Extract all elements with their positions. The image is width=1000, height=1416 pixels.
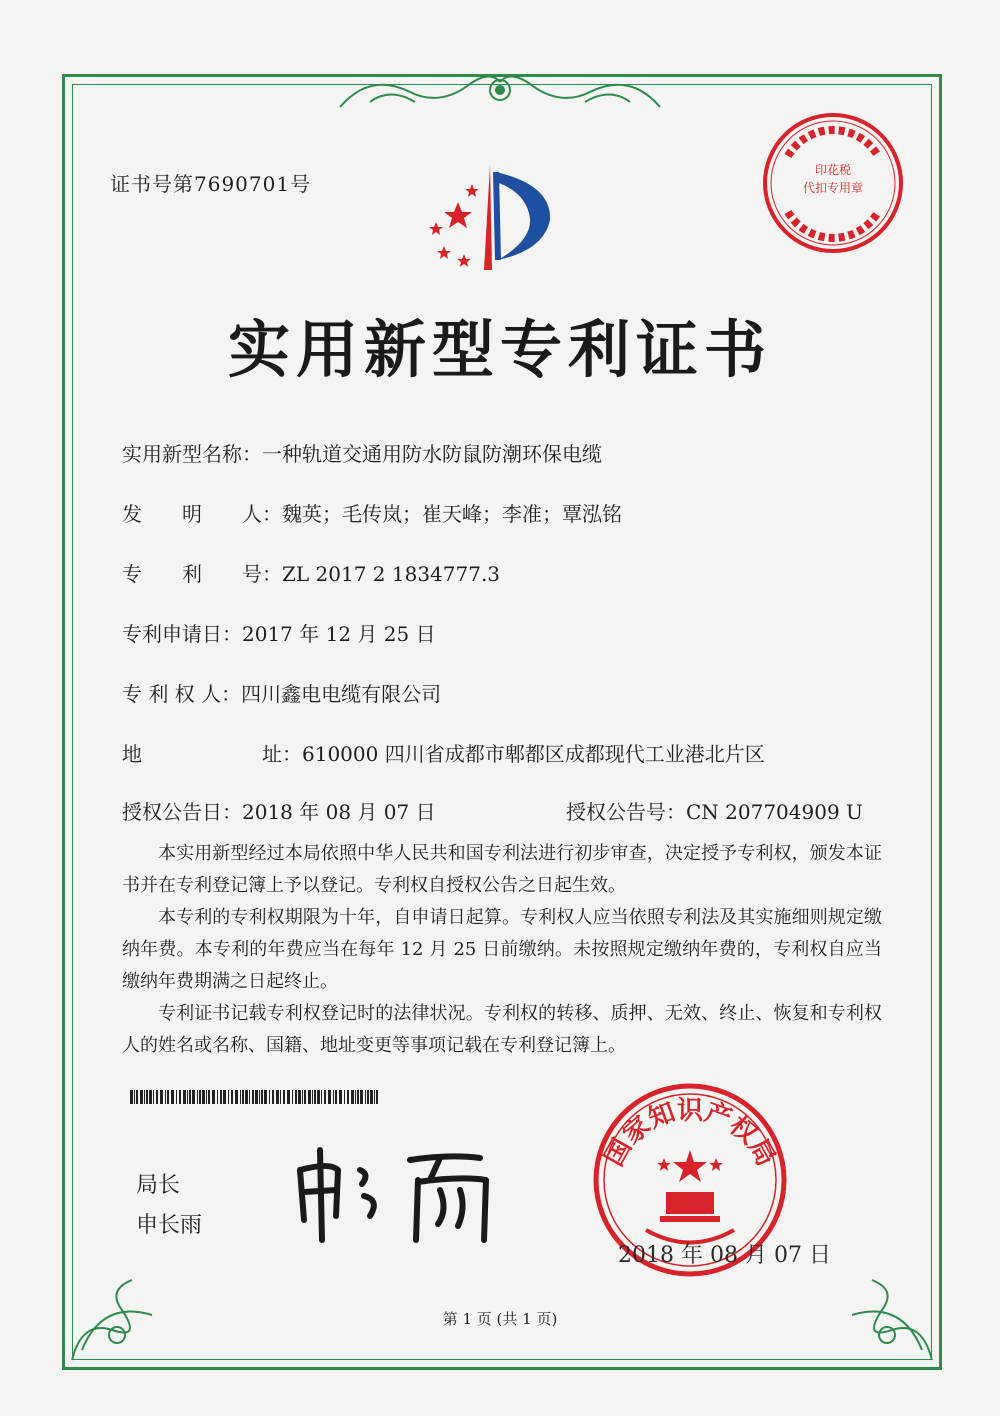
barcode-bar [199, 1090, 201, 1104]
barcode-bar [314, 1090, 316, 1104]
patent-number-label: 专 利 号： [122, 562, 282, 586]
name-label: 实用新型名称： [122, 442, 262, 466]
application-date-value: 2017 年 12 月 25 日 [242, 622, 436, 646]
director-name: 申长雨 [136, 1213, 203, 1238]
svg-text:代扣专用章: 代扣专用章 [802, 181, 864, 195]
director-signature [290, 1140, 510, 1250]
barcode-bar [136, 1090, 138, 1104]
barcode-bar [304, 1090, 306, 1104]
tax-stamp-seal [758, 108, 908, 258]
barcode-bar [360, 1090, 363, 1104]
grant-number-label: 授权公告号： [566, 800, 686, 824]
barcode-bar [144, 1090, 145, 1104]
grant-date-row [122, 796, 436, 825]
barcode-bar [249, 1090, 250, 1104]
barcode-bar [130, 1090, 133, 1104]
corner-ornament-bottom-right [822, 1240, 942, 1370]
barcode-bar [242, 1090, 244, 1104]
barcode-bar [187, 1090, 188, 1104]
barcode-bar [272, 1090, 274, 1104]
barcode-bar [176, 1090, 177, 1104]
barcode-bar [276, 1090, 279, 1104]
barcode-bar [171, 1090, 174, 1104]
barcode [130, 1090, 380, 1104]
barcode-bar [252, 1090, 254, 1104]
grant-date-label: 授权公告日： [122, 800, 242, 824]
seal-text: 国家知识产权局 [599, 1095, 781, 1172]
barcode-bar [202, 1090, 205, 1104]
barcode-bar [160, 1090, 163, 1104]
barcode-bar [197, 1090, 198, 1104]
certificate-title: 实用新型专利证书 [227, 313, 772, 386]
barcode-bar [212, 1090, 215, 1104]
barcode-bar [355, 1090, 356, 1104]
barcode-bar [312, 1090, 313, 1104]
barcode-bar [298, 1090, 301, 1104]
barcode-bar [269, 1090, 270, 1104]
director-title: 局长 [136, 1173, 181, 1198]
barcode-bar [347, 1090, 349, 1104]
barcode-bar [217, 1090, 218, 1104]
barcode-bar [231, 1090, 233, 1104]
barcode-bar [308, 1090, 311, 1104]
barcode-bar [189, 1090, 191, 1104]
name-value: 一种轨道交通用防水防鼠防潮环保电缆 [262, 442, 602, 466]
barcode-bar [295, 1090, 297, 1104]
barcode-bar [302, 1090, 303, 1104]
grant-number-value: CN 207704909 U [686, 800, 863, 824]
barcode-bar [240, 1090, 241, 1104]
barcode-bar [328, 1090, 331, 1104]
barcode-bar [374, 1090, 375, 1104]
barcode-bar [140, 1090, 143, 1104]
barcode-bar [167, 1090, 169, 1104]
barcode-bar [357, 1090, 359, 1104]
barcode-bar [259, 1090, 260, 1104]
barcode-bar [153, 1090, 154, 1104]
barcode-bar [351, 1090, 354, 1104]
barcode-bar [261, 1090, 263, 1104]
certificate-number: 证书号第7690701号 [110, 172, 312, 196]
page-number: 第 1 页 (共 1 页) [442, 1310, 558, 1328]
application-date-row [122, 618, 436, 647]
corner-ornament-bottom-left [62, 1240, 182, 1370]
grant-number-row [566, 796, 863, 825]
inventor-row [122, 498, 622, 527]
barcode-bar [335, 1090, 337, 1104]
barcode-bar [183, 1090, 186, 1104]
barcode-bar [344, 1090, 345, 1104]
barcode-bar [333, 1090, 334, 1104]
barcode-bar [365, 1090, 366, 1104]
barcode-bar [220, 1090, 222, 1104]
cnipa-logo-icon [412, 160, 562, 280]
barcode-bar [255, 1090, 258, 1104]
patentee-row [122, 678, 441, 707]
certificate-body [122, 838, 882, 1062]
patentee-value: 四川鑫电电缆有限公司 [241, 682, 442, 706]
address-label: 地 址： [122, 742, 302, 766]
barcode-bar [280, 1090, 281, 1104]
barcode-bar [146, 1090, 148, 1104]
paragraph-3: 专利证书记载专利权登记时的法律状况。专利权的转移、质押、无效、终止、恢复和专利权人的姓名或名称、国籍、地址变更等事项记载在专利登记簿上。 [122, 1003, 882, 1056]
barcode-bar [287, 1090, 290, 1104]
barcode-bar [245, 1090, 248, 1104]
barcode-bar [283, 1090, 285, 1104]
barcode-bar [206, 1090, 207, 1104]
inventor-value: 魏英；毛传岚；崔天峰；李准；覃泓铭 [282, 502, 622, 526]
address-value: 610000 四川省成都市郫都区成都现代工业港北片区 [302, 742, 765, 766]
barcode-bar [134, 1090, 135, 1104]
barcode-bar [223, 1090, 226, 1104]
barcode-bar [156, 1090, 158, 1104]
paragraph-1: 本实用新型经过本局依照中华人民共和国专利法进行初步审查，决定授予专利权，颁发本证书并在专利登记簿上予以登记。专利权自授权公告之日起生效。 [122, 843, 882, 896]
barcode-bar [370, 1090, 373, 1104]
barcode-bar [324, 1090, 326, 1104]
barcode-bar [228, 1090, 229, 1104]
patent-number-row [122, 558, 500, 587]
address-row [122, 738, 765, 767]
paragraph-2: 本专利的专利权期限为十年，自申请日起算。专利权人应当依照专利法及其实施细则规定缴纳年费。本专利的年费应当在每年 12 月 25 日前缴纳。未按照规定缴纳年费的，专利权自应当缴纳年费期满之日起终止。 [122, 907, 882, 992]
barcode-bar [179, 1090, 181, 1104]
grant-date-value: 2018 年 08 月 07 日 [242, 800, 436, 824]
utility-model-name-row [122, 438, 602, 467]
barcode-bar [292, 1090, 293, 1104]
svg-text:印花税: 印花税 [814, 163, 852, 177]
barcode-bar [317, 1090, 320, 1104]
barcode-bar [165, 1090, 166, 1104]
patent-number-value: ZL 2017 2 1834777.3 [282, 562, 501, 586]
barcode-bar [192, 1090, 195, 1104]
barcode-bar [208, 1090, 210, 1104]
barcode-bar [149, 1090, 152, 1104]
application-date-label: 专利申请日： [122, 622, 242, 646]
seal-date: 2018 年 08 月 07 日 [618, 1243, 831, 1268]
inventor-label: 发 明 人： [122, 502, 282, 526]
barcode-bar [235, 1090, 238, 1104]
barcode-bar [376, 1090, 378, 1104]
barcode-bar [339, 1090, 342, 1104]
barcode-bar [264, 1090, 267, 1104]
barcode-bar [367, 1090, 369, 1104]
patentee-label: 专 利 权 人： [122, 682, 242, 706]
top-ornament [330, 62, 670, 122]
barcode-bar [321, 1090, 322, 1104]
